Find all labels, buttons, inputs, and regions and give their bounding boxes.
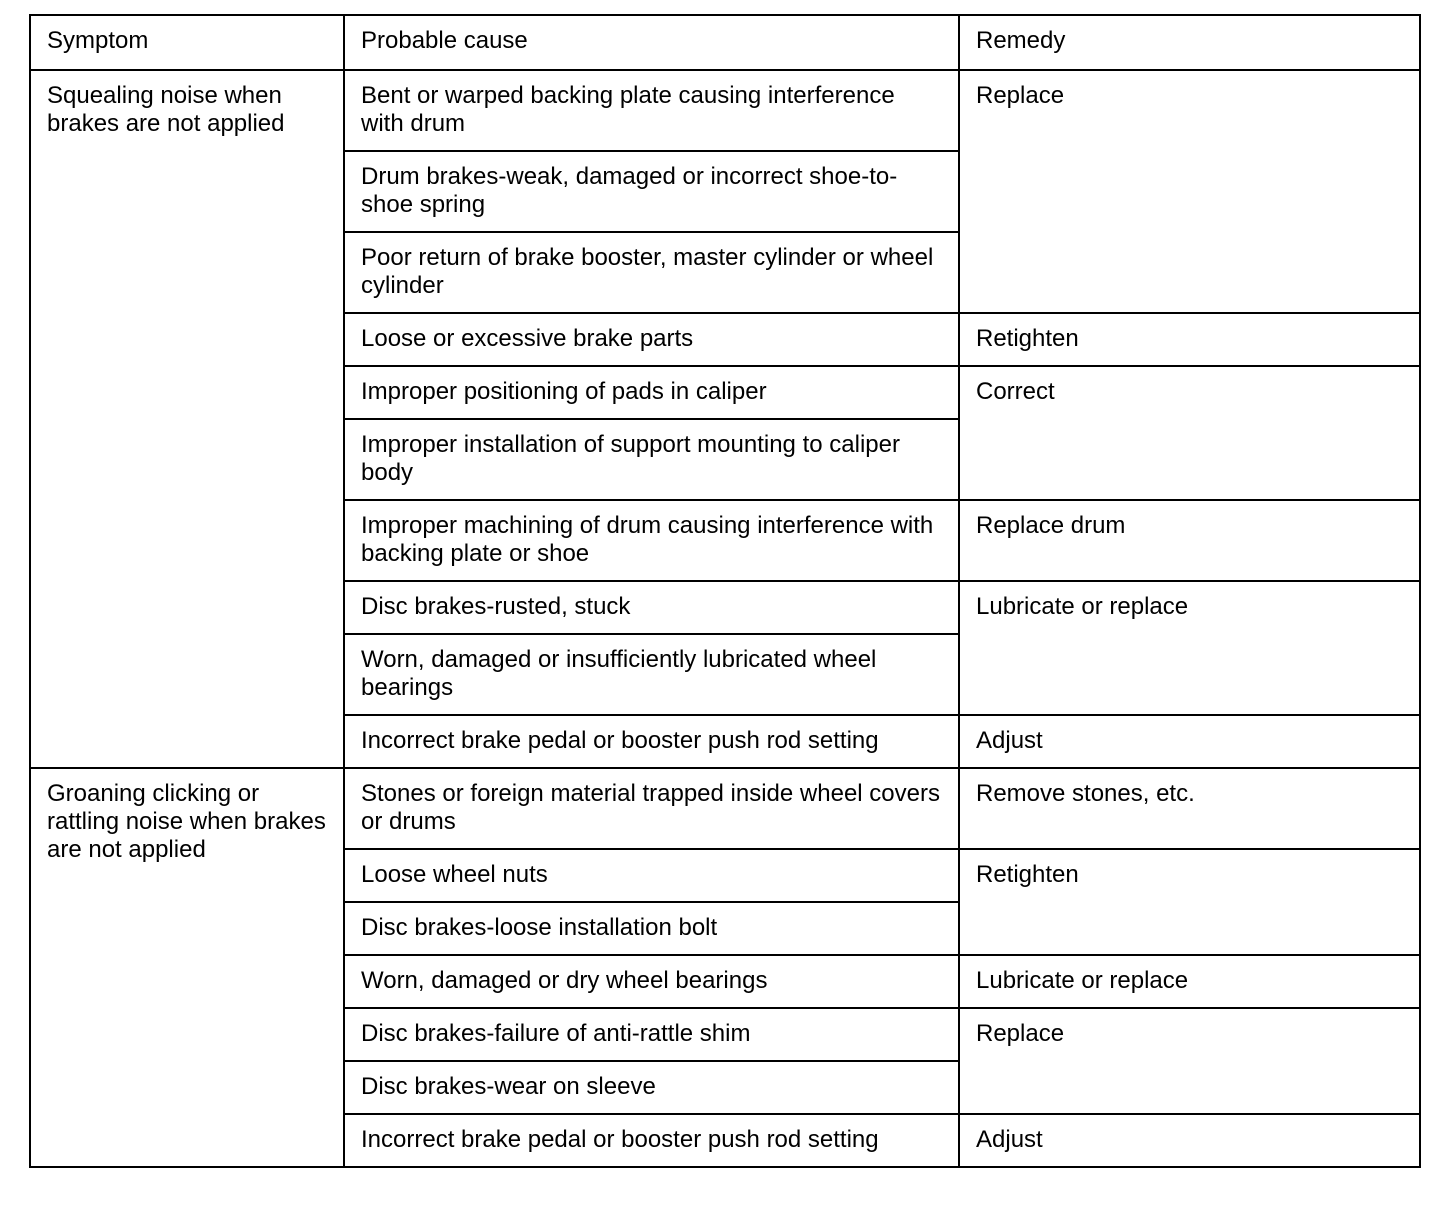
probable-cause-cell: Improper positioning of pads in caliper bbox=[344, 366, 959, 419]
table-row bbox=[30, 70, 1420, 151]
probable-cause-cell: Bent or warped backing plate causing interference with drum bbox=[344, 70, 959, 151]
header-symptom: Symptom bbox=[30, 15, 344, 70]
probable-cause-cell: Disc brakes-failure of anti-rattle shim bbox=[344, 1008, 959, 1061]
probable-cause-cell: Drum brakes-weak, damaged or incorrect shoe-to-shoe spring bbox=[344, 151, 959, 232]
remedy-cell: Correct bbox=[959, 366, 1420, 500]
remedy-cell: Retighten bbox=[959, 313, 1420, 366]
probable-cause-cell: Loose or excessive brake parts bbox=[344, 313, 959, 366]
remedy-cell: Lubricate or replace bbox=[959, 955, 1420, 1008]
remedy-cell: Replace bbox=[959, 70, 1420, 313]
probable-cause-cell: Worn, damaged or dry wheel bearings bbox=[344, 955, 959, 1008]
probable-cause-cell: Stones or foreign material trapped inside wheel covers or drums bbox=[344, 768, 959, 849]
probable-cause-cell: Incorrect brake pedal or booster push rod setting bbox=[344, 1114, 959, 1167]
header-row bbox=[30, 15, 1420, 70]
probable-cause-cell: Loose wheel nuts bbox=[344, 849, 959, 902]
probable-cause-cell: Poor return of brake booster, master cylinder or wheel cylinder bbox=[344, 232, 959, 313]
remedy-cell: Replace bbox=[959, 1008, 1420, 1114]
remedy-cell: Adjust bbox=[959, 1114, 1420, 1167]
brake-troubleshooting-table bbox=[29, 14, 1421, 1168]
probable-cause-cell: Worn, damaged or insufficiently lubricated wheel bearings bbox=[344, 634, 959, 715]
probable-cause-cell: Disc brakes-wear on sleeve bbox=[344, 1061, 959, 1114]
probable-cause-cell: Improper machining of drum causing interference with backing plate or shoe bbox=[344, 500, 959, 581]
probable-cause-cell: Disc brakes-rusted, stuck bbox=[344, 581, 959, 634]
remedy-cell: Adjust bbox=[959, 715, 1420, 768]
remedy-cell: Retighten bbox=[959, 849, 1420, 955]
header-remedy: Remedy bbox=[959, 15, 1420, 70]
remedy-cell: Remove stones, etc. bbox=[959, 768, 1420, 849]
troubleshooting-table-wrapper bbox=[29, 14, 1419, 1168]
header-probable-cause: Probable cause bbox=[344, 15, 959, 70]
table-row bbox=[30, 768, 1420, 849]
symptom-cell: Squealing noise when brakes are not applied bbox=[30, 70, 344, 768]
table-body bbox=[30, 70, 1420, 1167]
probable-cause-cell: Improper installation of support mounting to caliper body bbox=[344, 419, 959, 500]
probable-cause-cell: Incorrect brake pedal or booster push rod setting bbox=[344, 715, 959, 768]
symptom-cell: Groaning clicking or rattling noise when brakes are not applied bbox=[30, 768, 344, 1167]
remedy-cell: Replace drum bbox=[959, 500, 1420, 581]
probable-cause-cell: Disc brakes-loose installation bolt bbox=[344, 902, 959, 955]
remedy-cell: Lubricate or replace bbox=[959, 581, 1420, 715]
